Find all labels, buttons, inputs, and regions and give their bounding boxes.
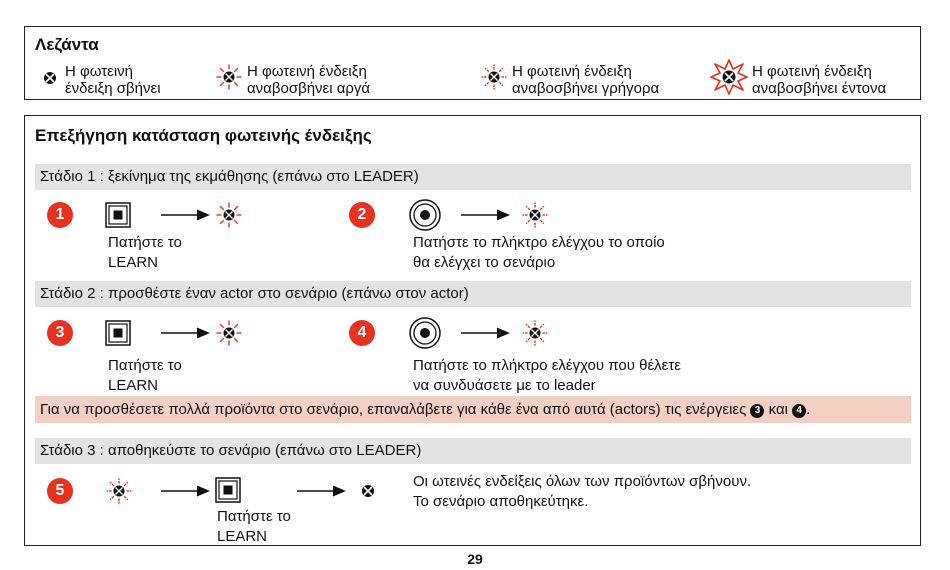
step-2-text bbox=[413, 233, 665, 273]
repeat-note-end: . bbox=[806, 401, 811, 418]
explanation-box bbox=[24, 115, 921, 546]
legend-item-intense-line1: Η φωτεινή ένδειξη bbox=[752, 63, 872, 80]
legend-item-slow-line1: Η φωτεινή ένδειξη bbox=[247, 63, 367, 80]
result-line1: Οι ωτεινές ενδείξεις όλων των προϊόντων σβήνουν. bbox=[413, 473, 752, 490]
arrow-right-icon bbox=[161, 327, 211, 339]
learn-button-icon bbox=[215, 477, 241, 503]
legend-item-intense bbox=[710, 59, 886, 97]
step-2-number: 2 bbox=[349, 202, 375, 228]
legend-item-fast-line2: αναβοσβήνει γρήγορα bbox=[512, 80, 660, 97]
step-5-number: 5 bbox=[47, 478, 73, 504]
legend-item-fast bbox=[480, 63, 659, 97]
step-2-line1: Πατήστε το πλήκτρο ελέγχου το οποίο bbox=[413, 234, 665, 251]
legend-title: Λεζάντα bbox=[35, 35, 99, 54]
section-title: Επεξήγηση κατάσταση φωτεινής ένδειξης bbox=[35, 126, 372, 145]
legend-item-off-line1: Η φωτεινή bbox=[65, 63, 134, 80]
legend-item-slow-line2: αναβοσβήνει αργά bbox=[247, 80, 371, 97]
arrow-right-icon bbox=[161, 485, 211, 497]
page-number: 29 bbox=[467, 551, 483, 567]
step-4-text bbox=[413, 356, 681, 396]
legend-item-fast-line1: Η φωτεινή ένδειξη bbox=[512, 63, 632, 80]
step-3-text bbox=[108, 356, 182, 396]
learn-button-icon bbox=[105, 320, 131, 346]
light-blink-slow-icon bbox=[215, 319, 243, 347]
step-4-number: 4 bbox=[349, 320, 375, 346]
arrow-right-icon bbox=[461, 327, 511, 339]
repeat-note-text: Για να προσθέσετε πολλά προϊόντα στο σενάριο, επαναλάβετε για κάθε ένα από αυτά (actors) τις ενέργειες bbox=[40, 401, 751, 418]
step-1-line2: LEARN bbox=[108, 254, 159, 271]
light-blink-fast-icon bbox=[521, 319, 549, 347]
step-ref-3: 3 bbox=[750, 404, 764, 418]
learn-button-icon bbox=[105, 202, 131, 228]
stage-2-header: Στάδιο 2 : προσθέστε έναν actor στο σενάριο (επάνω στον actor) bbox=[35, 281, 911, 307]
step-1-number: 1 bbox=[47, 202, 73, 228]
step-1-text bbox=[108, 233, 182, 273]
legend-item-slow bbox=[215, 63, 370, 97]
step-3-line2: LEARN bbox=[108, 377, 159, 394]
legend-item-off bbox=[39, 63, 161, 97]
light-off-icon bbox=[357, 480, 379, 502]
light-off-icon bbox=[39, 67, 61, 89]
legend-item-off-line2: ένδειξη σβήνει bbox=[65, 80, 161, 97]
arrow-right-icon bbox=[461, 209, 511, 221]
repeat-note bbox=[35, 396, 911, 423]
legend-box bbox=[24, 26, 921, 100]
step-2-line2: θα ελέγχει το σενάριο bbox=[413, 254, 556, 271]
step-5-text bbox=[217, 507, 291, 547]
stage-3-header: Στάδιο 3 : αποθηκεύστε το σενάριο (επάνω στο LEADER) bbox=[35, 438, 911, 464]
step-4-line1: Πατήστε το πλήκτρο ελέγχου που θέλετε bbox=[413, 357, 681, 374]
step-5-line2: LEARN bbox=[217, 528, 268, 545]
result-line2: Το σενάριο αποθηκεύτηκε. bbox=[413, 493, 589, 510]
light-blink-fast-icon bbox=[105, 477, 133, 505]
control-button-icon bbox=[409, 317, 441, 349]
step-5-line1: Πατήστε το bbox=[217, 508, 291, 525]
arrow-right-icon bbox=[297, 485, 347, 497]
light-blink-slow-icon bbox=[215, 63, 243, 91]
arrow-right-icon bbox=[161, 209, 211, 221]
light-blink-intense-icon bbox=[710, 59, 748, 95]
control-button-icon bbox=[409, 199, 441, 231]
step-3-line1: Πατήστε το bbox=[108, 357, 182, 374]
step-3-number: 3 bbox=[47, 320, 73, 346]
result-text bbox=[413, 472, 751, 512]
light-blink-fast-icon bbox=[521, 201, 549, 229]
legend-item-intense-line2: αναβοσβήνει έντονα bbox=[752, 80, 887, 97]
light-blink-fast-icon bbox=[480, 63, 508, 91]
step-ref-4: 4 bbox=[792, 404, 806, 418]
light-blink-slow-icon bbox=[215, 201, 243, 229]
stage-1-header: Στάδιο 1 : ξεκίνημα της εκμάθησης (επάνω στο LEADER) bbox=[35, 164, 911, 190]
step-1-line1: Πατήστε το bbox=[108, 234, 182, 251]
repeat-note-conj: και bbox=[764, 401, 793, 418]
step-4-line2: να συνδυάσετε με το leader bbox=[413, 377, 596, 394]
